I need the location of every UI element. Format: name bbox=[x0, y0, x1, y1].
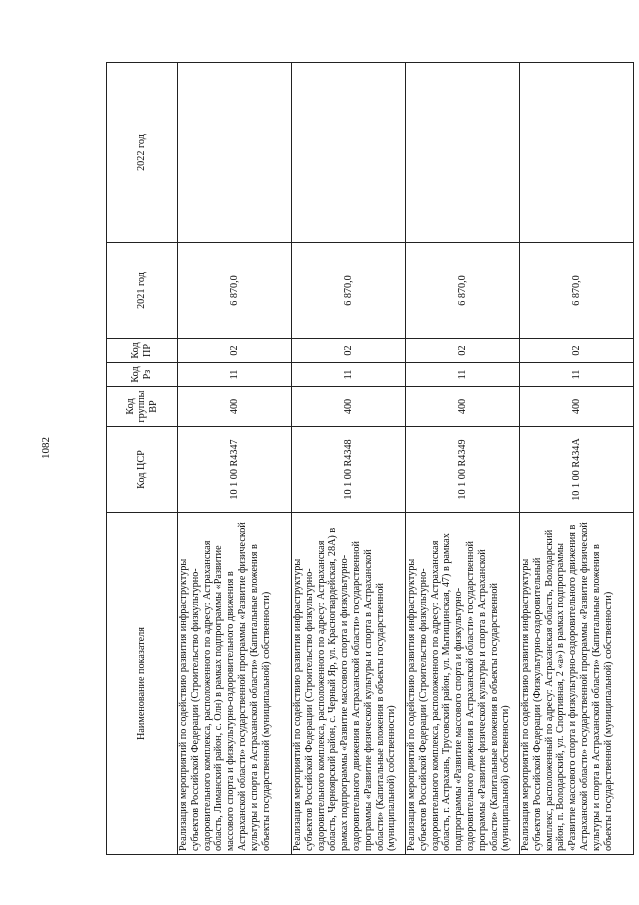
cell-vr: 400 bbox=[406, 387, 520, 427]
budget-table bbox=[106, 62, 634, 855]
table-header-row bbox=[107, 63, 178, 855]
header-pr: Код ПР bbox=[107, 339, 178, 363]
cell-rz: 11 bbox=[520, 363, 634, 387]
cell-2021: 6 870,0 bbox=[406, 243, 520, 339]
cell-pr: 02 bbox=[406, 339, 520, 363]
cell-vr: 400 bbox=[292, 387, 406, 427]
table-row bbox=[520, 63, 634, 855]
cell-name: Реализация мероприятий по содействию развития инфраструктуры субъектов Российской Федерации (Строительство физкультурно-оздоровительного комплекса, расположенного по адресу: Астраханская область, Черноярский район, с. Черный Яр, ул. Красногвардейская, 28А) в рамках подпрограммы «Развитие массового спорта и физкультурно-оздоровительного движения в Астраханской области» государственной программы «Развитие физической культуры и спорта в Астраханской области» (Капитальные вложения в объекты государственной (муниципальной) собственности) bbox=[292, 513, 406, 855]
cell-csr: 10 1 00 R4348 bbox=[292, 427, 406, 513]
cell-2022 bbox=[178, 63, 292, 243]
cell-name: Реализация мероприятий по содействию развития инфраструктуры субъектов Российской Федерации (Строительство физкультурно-оздоровительного комплекса, расположенного по адресу: Астраханская область, Лиманский район, с. Олн) в рамках подпрограммы «Развитие массового спорта и физкультурно-оздоровительного движения в Астраханской области» государственной программы «Развитие физической культуры и спорта в Астраханской области» (Капитальные вложения в объекты государственной (муниципальной) собственности) bbox=[178, 513, 292, 855]
table-row bbox=[178, 63, 292, 855]
cell-csr: 10 1 00 R434A bbox=[520, 427, 634, 513]
cell-pr: 02 bbox=[292, 339, 406, 363]
rotated-page bbox=[106, 63, 632, 855]
header-csr: Код ЦСР bbox=[107, 427, 178, 513]
cell-2022 bbox=[406, 63, 520, 243]
header-2021: 2021 год bbox=[107, 243, 178, 339]
cell-csr: 10 1 00 R4347 bbox=[178, 427, 292, 513]
cell-2022 bbox=[520, 63, 634, 243]
cell-pr: 02 bbox=[520, 339, 634, 363]
cell-vr: 400 bbox=[520, 387, 634, 427]
cell-name: Реализация мероприятий по содействию развития инфраструктуры субъектов Российской Федерации (Строительство физкультурно-оздоровительного комплекса, расположенного по адресу: Астраханская область, г. Астрахань, Трусовский район, ул. Мытищинская, 47) в рамках подпрограммы «Развитие массового спорта и физкультурно-оздоровительного движения в Астраханской области» государственной программы «Развитие физической культуры и спорта в Астраханской области» (Капитальные вложения в объекты государственной (муниципальной) собственности) bbox=[406, 513, 520, 855]
cell-2021: 6 870,0 bbox=[292, 243, 406, 339]
cell-rz: 11 bbox=[406, 363, 520, 387]
cell-name: Реализация мероприятий по содействию развития инфраструктуры субъектов Российской Федерации (Физкультурно-оздоровительный комплекс, расположенный по адресу: Астраханская область, Володарский район, п. Володарский, ул. Спортивная, 2 «а») в рамках подпрограммы «Развитие массового спорта и физкультурно-оздоровительного движения в Астраханской области» государственной программы «Развитие физической культуры и спорта в Астраханской области» (Капитальные вложения в объекты государственной (муниципальной) собственности) bbox=[520, 513, 634, 855]
header-rz: Код Рз bbox=[107, 363, 178, 387]
cell-rz: 11 bbox=[178, 363, 292, 387]
cell-vr: 400 bbox=[178, 387, 292, 427]
header-name: Наименование показателя bbox=[107, 513, 178, 855]
cell-2021: 6 870,0 bbox=[520, 243, 634, 339]
table-row bbox=[406, 63, 520, 855]
cell-rz: 11 bbox=[292, 363, 406, 387]
cell-csr: 10 1 00 R4349 bbox=[406, 427, 520, 513]
page-number: 1082 bbox=[40, 437, 52, 459]
cell-pr: 02 bbox=[178, 339, 292, 363]
table-row bbox=[292, 63, 406, 855]
cell-2021: 6 870,0 bbox=[178, 243, 292, 339]
header-2022: 2022 год bbox=[107, 63, 178, 243]
header-vr: Код группы ВР bbox=[107, 387, 178, 427]
cell-2022 bbox=[292, 63, 406, 243]
